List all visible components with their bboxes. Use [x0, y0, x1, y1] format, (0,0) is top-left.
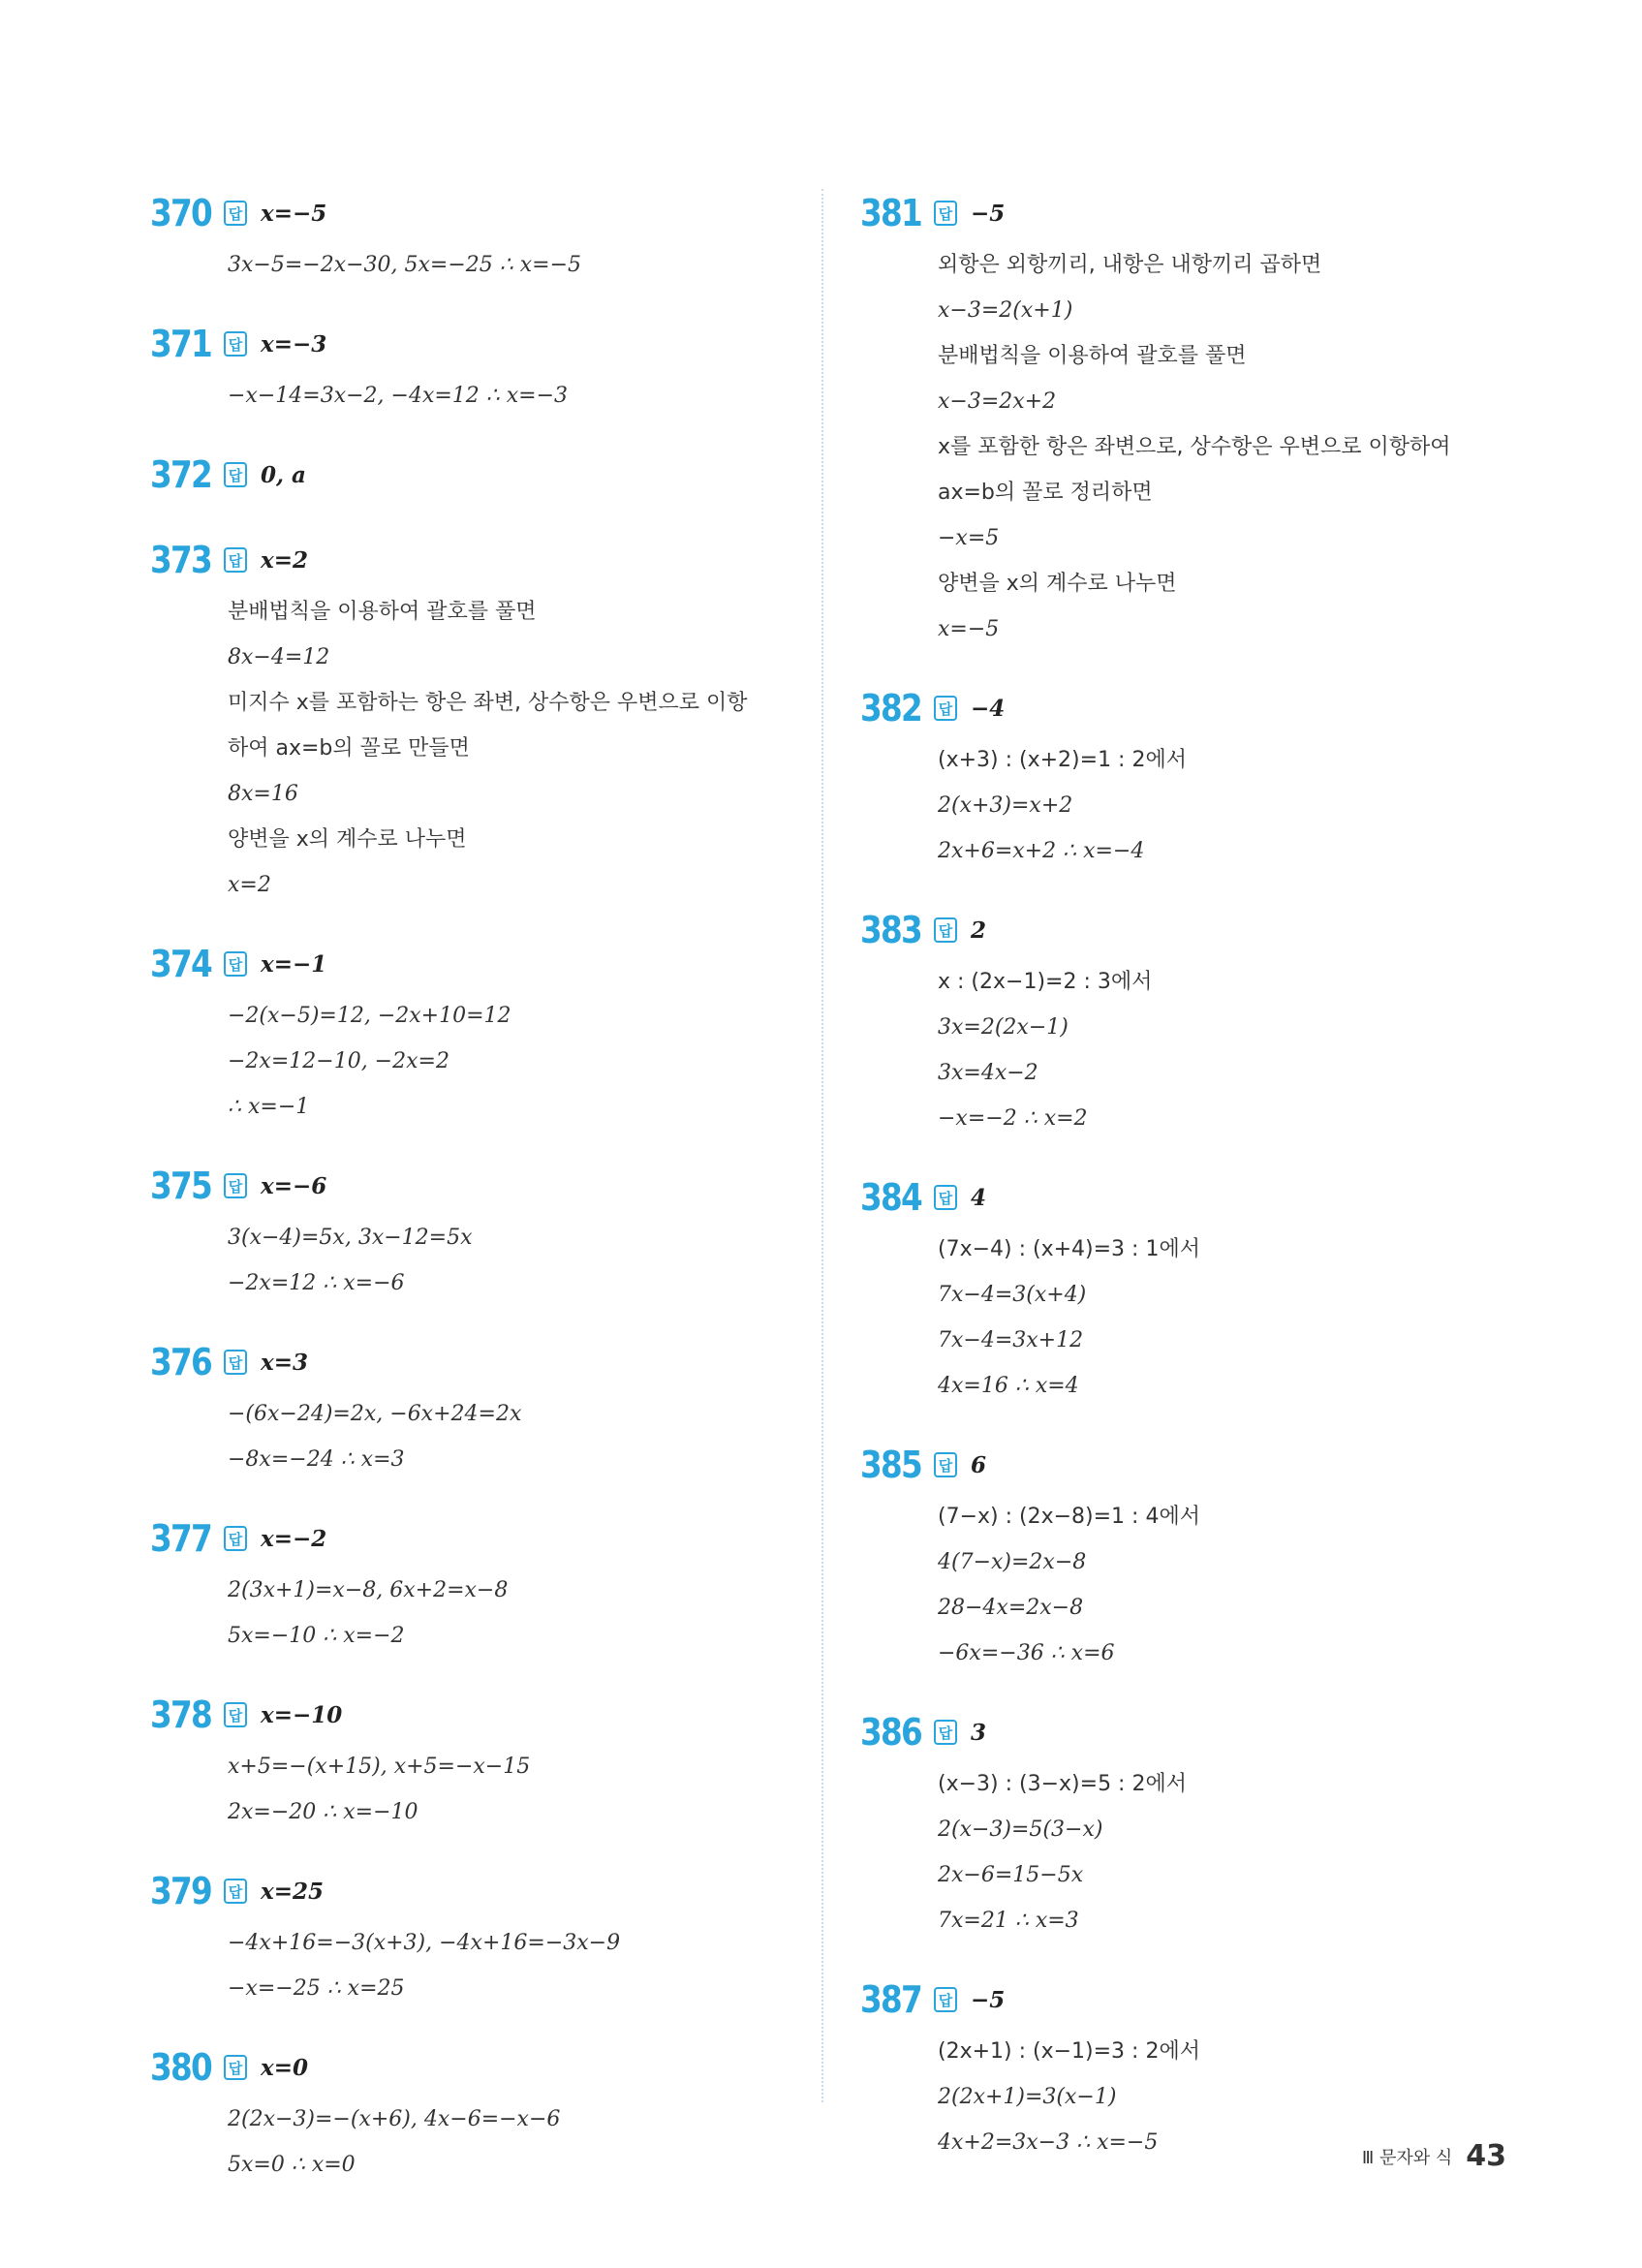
solution-line: 2(3x+1)=x−8, 6x+2=x−8	[228, 1578, 509, 1602]
problem-number: 387	[860, 1978, 922, 2021]
problem-number: 375	[150, 1165, 212, 1207]
answer-value: −4	[971, 695, 1006, 722]
answer-badge-icon: 답	[934, 917, 957, 943]
solution-line: 2x=−20 ∴ x=−10	[228, 1800, 418, 1824]
answer-badge-icon: 답	[934, 1185, 957, 1210]
problem-header	[860, 679, 1538, 737]
problem-number: 377	[150, 1517, 212, 1560]
problem-header	[150, 1157, 790, 1215]
solution-line: −x=−25 ∴ x=25	[228, 1976, 405, 2001]
problem-number: 374	[150, 943, 212, 985]
answer-badge-icon: 답	[224, 1526, 247, 1551]
problem-header	[860, 1436, 1538, 1494]
solution-line: 8x=16	[228, 782, 298, 806]
answer-badge-icon: 답	[934, 1987, 957, 2012]
answer-badge-icon: 답	[224, 1879, 247, 1904]
solution-line: −2x=12 ∴ x=−6	[228, 1271, 405, 1295]
answer-badge-icon: 답	[224, 1350, 247, 1375]
problem-header	[860, 184, 1538, 242]
answer-value: 2	[971, 917, 987, 944]
problem-382	[860, 679, 1538, 874]
solution-line: 5x=−10 ∴ x=−2	[228, 1624, 405, 1648]
solution-line: 4x=16 ∴ x=4	[938, 1374, 1079, 1398]
answer-badge-icon: 답	[224, 331, 247, 357]
solution-line: −4x+16=−3(x+3), −4x+16=−3x−9	[228, 1931, 621, 1955]
solution-line: 분배법칙을 이용하여 괄호를 풀면	[938, 344, 1247, 368]
problem-header	[860, 1971, 1538, 2029]
solution-line: −x=5	[938, 526, 1000, 550]
answer-badge-icon: 답	[934, 201, 957, 226]
column-divider	[821, 189, 823, 2102]
solution-line: 미지수 x를 포함하는 항은 좌변, 상수항은 우변으로 이항	[228, 691, 748, 715]
problem-header	[860, 1168, 1538, 1227]
answer-badge-icon: 답	[224, 1173, 247, 1198]
answer-value: 4	[971, 1184, 987, 1211]
answer-value: x=0	[261, 2054, 308, 2081]
problem-375	[150, 1157, 790, 1306]
answer-value: 0, a	[261, 461, 306, 488]
page-number: 43	[1466, 2139, 1506, 2173]
problem-header	[150, 1686, 790, 1744]
problem-header	[150, 1509, 790, 1568]
answer-value: x=2	[261, 546, 308, 574]
solution-line: 외항은 외항끼리, 내항은 내항끼리 곱하면	[938, 253, 1322, 277]
solution-line: (7x−4) : (x+4)=3 : 1에서	[938, 1237, 1200, 1261]
solution-line: x−3=2(x+1)	[938, 298, 1073, 323]
problem-number: 384	[860, 1176, 922, 1219]
problem-number: 378	[150, 1693, 212, 1736]
problem-378	[150, 1686, 790, 1835]
answer-badge-icon: 답	[224, 951, 247, 977]
problem-header	[150, 935, 790, 993]
answer-badge-icon: 답	[224, 1702, 247, 1727]
problem-number: 382	[860, 687, 922, 730]
problem-381	[860, 184, 1538, 652]
solution-line: x=2	[228, 873, 271, 897]
solution-line: 2(x−3)=5(3−x)	[938, 1818, 1103, 1842]
solution-line: x를 포함한 항은 좌변으로, 상수항은 우변으로 이항하여	[938, 435, 1451, 459]
solution-line: 7x=21 ∴ x=3	[938, 1909, 1079, 1933]
solution-line: 7x−4=3x+12	[938, 1328, 1084, 1352]
solution-line: −(6x−24)=2x, −6x+24=2x	[228, 1402, 522, 1426]
problem-377	[150, 1509, 790, 1659]
problem-number: 376	[150, 1341, 212, 1383]
solution-line: (x+3) : (x+2)=1 : 2에서	[938, 748, 1187, 772]
problem-header	[860, 1703, 1538, 1761]
section-label: Ⅲ 문자와 식	[1361, 2147, 1453, 2168]
solution-line: 2(x+3)=x+2	[938, 793, 1073, 818]
problem-number: 372	[150, 453, 212, 496]
answer-value: x=−1	[261, 950, 327, 978]
answer-value: x=−2	[261, 1525, 327, 1552]
solution-line: (x−3) : (3−x)=5 : 2에서	[938, 1772, 1187, 1796]
problem-384	[860, 1168, 1538, 1409]
solution-line: (2x+1) : (x−1)=3 : 2에서	[938, 2039, 1200, 2064]
answer-value: 6	[971, 1451, 987, 1478]
problem-header	[150, 315, 790, 373]
problem-header	[860, 901, 1538, 959]
problem-number: 385	[860, 1444, 922, 1486]
answer-badge-icon: 답	[224, 547, 247, 573]
problem-370	[150, 184, 790, 288]
solution-line: (7−x) : (2x−8)=1 : 4에서	[938, 1505, 1200, 1529]
solution-line: −2(x−5)=12, −2x+10=12	[228, 1004, 511, 1028]
problem-372	[150, 446, 790, 504]
problem-380	[150, 2038, 790, 2188]
solution-line: ∴ x=−1	[228, 1095, 310, 1119]
problem-383	[860, 901, 1538, 1141]
page-footer	[1362, 2139, 1506, 2173]
solution-line: x : (2x−1)=2 : 3에서	[938, 970, 1153, 994]
solution-line: 2x+6=x+2 ∴ x=−4	[938, 839, 1145, 863]
solution-line: −x=−2 ∴ x=2	[938, 1106, 1088, 1131]
solution-line: 분배법칙을 이용하여 괄호를 풀면	[228, 600, 537, 624]
answer-badge-icon: 답	[934, 696, 957, 721]
answer-badge-icon: 답	[934, 1452, 957, 1477]
problem-header	[150, 1862, 790, 1920]
solution-line: 양변을 x의 계수로 나누면	[228, 827, 467, 852]
solution-line: 7x−4=3(x+4)	[938, 1283, 1087, 1307]
problem-number: 379	[150, 1870, 212, 1912]
solution-line: −x−14=3x−2, −4x=12 ∴ x=−3	[228, 384, 569, 408]
solution-line: 2(2x−3)=−(x+6), 4x−6=−x−6	[228, 2107, 561, 2131]
solution-line: 4x+2=3x−3 ∴ x=−5	[938, 2130, 1159, 2155]
answer-badge-icon: 답	[224, 462, 247, 487]
problem-number: 386	[860, 1711, 922, 1754]
problem-number: 381	[860, 192, 922, 234]
solution-line: 2x−6=15−5x	[938, 1863, 1084, 1887]
solution-line: 8x−4=12	[228, 645, 330, 669]
problem-374	[150, 935, 790, 1130]
problem-header	[150, 531, 790, 589]
problem-373	[150, 531, 790, 908]
solution-line: 양변을 x의 계수로 나누면	[938, 572, 1177, 596]
solution-line: x+5=−(x+15), x+5=−x−15	[228, 1755, 531, 1779]
problem-371	[150, 315, 790, 419]
problem-386	[860, 1703, 1538, 1943]
solution-line: −6x=−36 ∴ x=6	[938, 1641, 1115, 1665]
answer-badge-icon: 답	[224, 201, 247, 226]
problem-387	[860, 1971, 1538, 2165]
problem-number: 380	[150, 2046, 212, 2089]
problem-number: 371	[150, 323, 212, 365]
answer-value: x=3	[261, 1349, 308, 1376]
answer-value: −5	[971, 200, 1006, 227]
solution-line: 28−4x=2x−8	[938, 1596, 1084, 1620]
solution-line: 3x−5=−2x−30, 5x=−25 ∴ x=−5	[228, 253, 582, 277]
answer-badge-icon: 답	[934, 1720, 957, 1745]
solution-line: 4(7−x)=2x−8	[938, 1550, 1087, 1574]
solution-line: 3x=2(2x−1)	[938, 1015, 1069, 1040]
problem-379	[150, 1862, 790, 2011]
answer-value: x=−3	[261, 330, 327, 357]
problem-header	[150, 446, 790, 504]
answer-value: x=−5	[261, 200, 327, 227]
problem-number: 373	[150, 539, 212, 581]
answer-value: x=−6	[261, 1172, 327, 1199]
solution-line: 5x=0 ∴ x=0	[228, 2153, 356, 2177]
answer-badge-icon: 답	[224, 2055, 247, 2080]
solution-line: −8x=−24 ∴ x=3	[228, 1447, 405, 1472]
problem-header	[150, 184, 790, 242]
solution-line: −2x=12−10, −2x=2	[228, 1049, 449, 1073]
solution-line: ax=b의 꼴로 정리하면	[938, 481, 1153, 505]
left-column	[150, 184, 790, 2215]
right-column	[860, 184, 1538, 2192]
problem-376	[150, 1333, 790, 1482]
problem-385	[860, 1436, 1538, 1676]
problem-header	[150, 2038, 790, 2097]
answer-value: 3	[971, 1719, 987, 1746]
solution-line: 하여 ax=b의 꼴로 만들면	[228, 736, 470, 761]
answer-value: x=25	[261, 1878, 324, 1905]
answer-value: −5	[971, 1986, 1006, 2013]
solution-line: 2(2x+1)=3(x−1)	[938, 2085, 1117, 2109]
solution-line: x=−5	[938, 617, 1000, 641]
answer-value: x=−10	[261, 1701, 343, 1728]
solution-line: 3(x−4)=5x, 3x−12=5x	[228, 1226, 473, 1250]
problem-number: 370	[150, 192, 212, 234]
solution-line: x−3=2x+2	[938, 389, 1057, 414]
problem-number: 383	[860, 909, 922, 951]
solution-line: 3x=4x−2	[938, 1061, 1038, 1085]
problem-header	[150, 1333, 790, 1391]
